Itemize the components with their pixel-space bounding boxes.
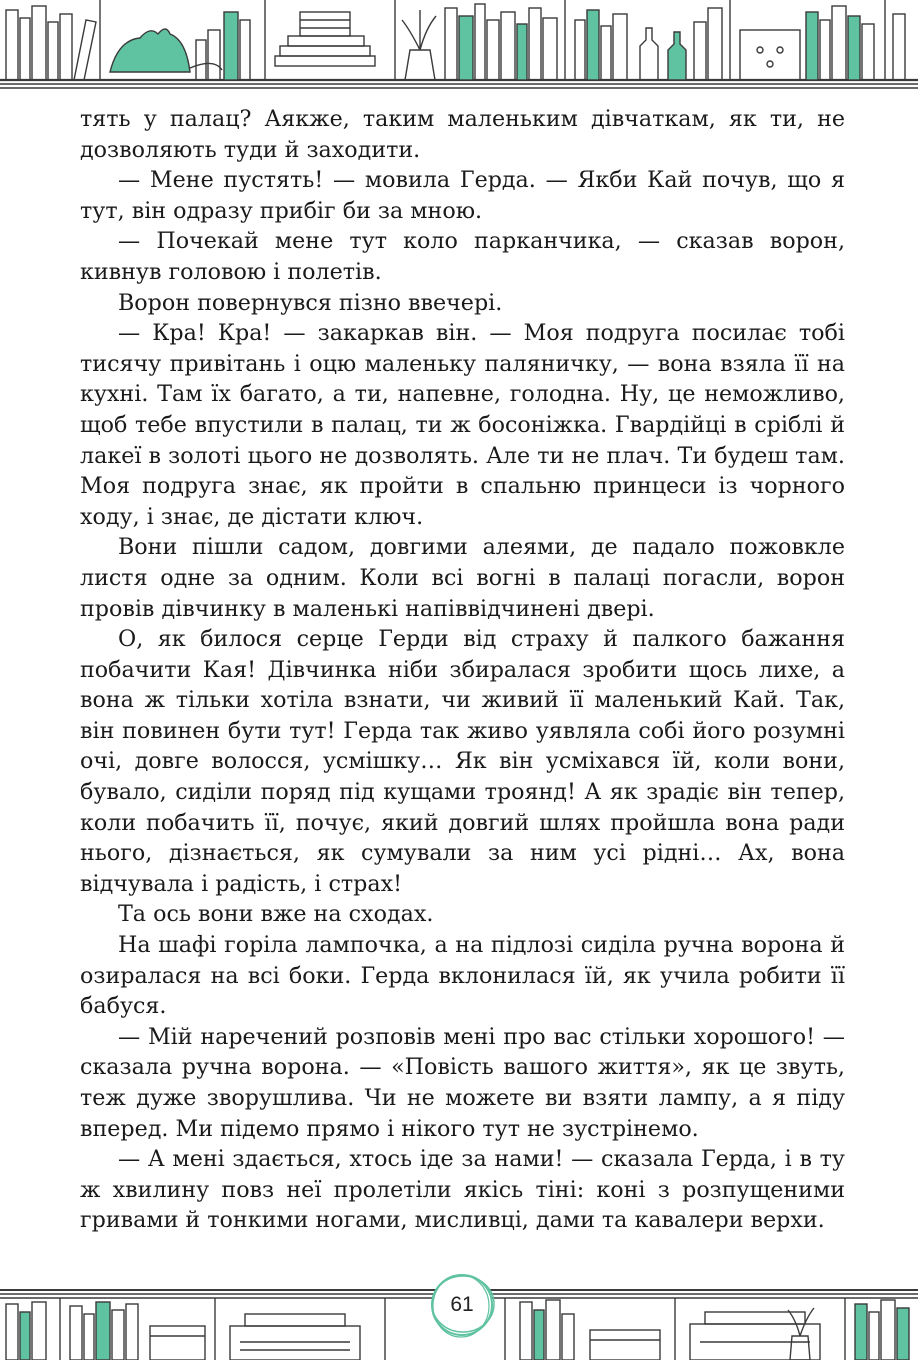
page-number: 61 (450, 1293, 474, 1316)
paragraph: — Мій наречений розповів мені про вас стільки хорошого! — сказала ручна ворона. — «Повість вашого життя», як це звуть, теж дуже зворушлива. Чи не можете ви взяти лампу, а я піду вперед. Ми підемо прямо і нікого тут не зустрінемо. (80, 1023, 845, 1142)
header-bookshelf-decoration (0, 0, 918, 92)
paragraph: — Почекай мене тут коло парканчика, — сказав ворон, кивнув головою і полетів. (80, 228, 845, 285)
bookshelf-top-illustration (0, 0, 918, 92)
page-number-badge (427, 1270, 497, 1340)
paragraph: Вони пішли садом, довгими алеями, де падало пожовкле листя одне за одним. Коли всі вогні в палаці погасли, ворон провів дівчинку в маленькі напіввідчинені двері. (80, 534, 845, 622)
paragraph: О, як билося серце Герди від страху й палкого бажання побачити Кая! Дівчинка ніби збиралася зробити щось лихе, а вона ж тільки хотіла взнати, чи живий її маленький Кай. Так, він повинен бути тут! Герда так живо уявляла собі його розумні очі, довге волосся, усмішку… Як він усміхався їй, коли вони, бувало, сиділи поряд під кущами троянд! А як зрадіє він тепер, коли побачить її, почує, який довгий шлях пройшла вона ради нього, дізнається, як сумували за ним усі рідні… Ах, вона відчувала і радість, і страх! (80, 626, 845, 897)
paragraph: — Кра! Кра! — закаркав він. — Моя подруга посилає тобі тисячу привітань і оцю маленьку паляничку, — вона взяла її на кухні. Там їх багато, а ти, напевне, голодна. Ну, це неможливо, щоб тебе впустили в палац, ти ж босоніжка. Гвардійці в сріблі й лакеї в золоті цього не дозволять. Але ти не плач. Ти будеш там. Моя подруга знає, як пройти в спальню принцеси із чорного ходу, і знає, де дістати ключ. (80, 320, 845, 530)
paragraph: На шафі горіла лампочка, а на підлозі сиділа ручна ворона й озиралася на всі боки. Герда вклонилася їй, як учила робити її бабуся. (80, 932, 845, 1020)
paragraph: — А мені здається, хтось іде за нами! — сказала Герда, і в ту ж хвилину повз неї пролетіли якісь тіні: коні з розпущеними гривами й тонкими ногами, мисливці, дами та кавалери верхи. (80, 1146, 845, 1234)
paragraph: Ворон повернувся пізно ввечері. (118, 289, 503, 316)
paragraph: Та ось вони вже на сходах. (118, 901, 434, 928)
paragraph: тять у палац? Аякже, таким маленьким дівчаткам, як ти, не дозволяють туди й заходити. (80, 106, 845, 163)
paragraph: — Мене пустять! — мовила Герда. — Якби Кай почув, що я тут, він одразу прибіг би за мною. (80, 167, 845, 224)
body-text (80, 104, 845, 1236)
